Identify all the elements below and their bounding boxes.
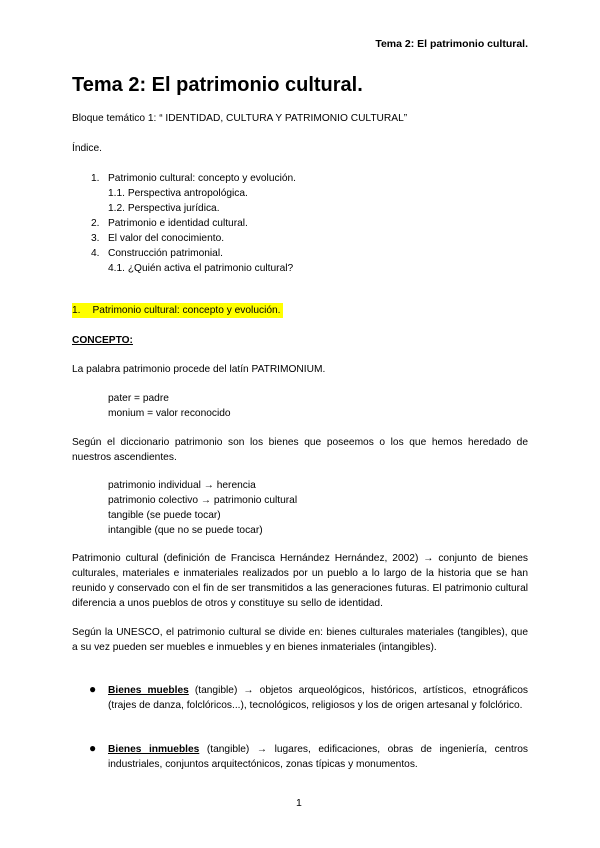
type-line-4: intangible (que no se puede tocar) [108, 525, 263, 536]
etymology-intro: La palabra patrimonio procede del latín PATRIMONIUM. [72, 364, 326, 375]
bloque-line: Bloque temático 1: “ IDENTIDAD, CULTURA Y PATRIMONIO CULTURAL” [72, 113, 408, 124]
index-item-4: Construcción patrimonial. [108, 248, 223, 259]
index-num-2: 2. [91, 218, 100, 229]
index-item-3: El valor del conocimiento. [108, 233, 225, 244]
index-num-3: 3. [91, 233, 100, 244]
index-item-1-1: 1.1. Perspectiva antropológica. [108, 188, 248, 199]
bullet-item-2 [108, 742, 528, 772]
concepto-heading: CONCEPTO: [72, 335, 133, 346]
bullet-dot-1: ● [89, 682, 97, 696]
definition-paragraph: Patrimonio cultural (definición de Francisca Hernández Hernández, 2002) → conjunto de bienes culturales, materiales e inmateriales realizados por un pueblo a lo largo de la historia que se han reunido y conservado con el fin de ser transmitidos a las generaciones futuras. El patrimonio cultural diferencia a unos pueblos de otros y constituye su sello de identidad. [72, 553, 528, 609]
page-title: Tema 2: El patrimonio cultural. [72, 74, 363, 96]
bullet-rest-1: (tangible) → objetos arqueológicos, históricos, artísticos, etnográficos (trajes de danza, folclóricos...), tecnológicos, religiosos y los de origen artesanal y folclórico. [108, 685, 528, 711]
index-item-1-2: 1.2. Perspectiva jurídica. [108, 203, 220, 214]
unesco-paragraph: Según la UNESCO, el patrimonio cultural se divide en: bienes culturales materiales (tangibles), que a su vez pueden ser muebles e inmuebles y en bienes inmateriales (intangibles). [72, 627, 528, 653]
section-heading-text: Patrimonio cultural: concepto y evolución. [92, 305, 281, 316]
index-item-1: Patrimonio cultural: concepto y evolución. [108, 173, 297, 184]
running-header: Tema 2: El patrimonio cultural. [375, 38, 528, 50]
bullet-item-1 [108, 683, 528, 713]
bullet-term-2: Bienes inmuebles [108, 744, 200, 755]
section-heading-num: 1. [72, 305, 81, 316]
index-num-4: 4. [91, 248, 100, 259]
bullet-term-1: Bienes muebles [108, 685, 189, 696]
indice-label: Índice. [72, 143, 103, 154]
index-item-2: Patrimonio e identidad cultural. [108, 218, 248, 229]
section-heading [72, 303, 283, 318]
dictionary-paragraph: Según el diccionario patrimonio son los bienes que poseemos o los que hemos heredado de nuestros ascendientes. [72, 437, 528, 463]
page-number: 1 [296, 797, 302, 809]
index-item-4-1: 4.1. ¿Quién activa el patrimonio cultural? [108, 263, 294, 274]
type-line-3: tangible (se puede tocar) [108, 510, 221, 521]
type-line-2: patrimonio colectivo → patrimonio cultural [108, 495, 298, 506]
bullet-dot-2: ● [89, 741, 97, 755]
index-num-1: 1. [91, 173, 100, 184]
bullet-rest-2: (tangible) → lugares, edificaciones, obras de ingeniería, centros industriales, conjuntos arquitectónicos, zonas típicas y monumentos. [108, 744, 528, 770]
etymology-line-2: monium = valor reconocido [108, 408, 231, 419]
etymology-line-1: pater = padre [108, 393, 169, 404]
type-line-1: patrimonio individual → herencia [108, 480, 256, 491]
